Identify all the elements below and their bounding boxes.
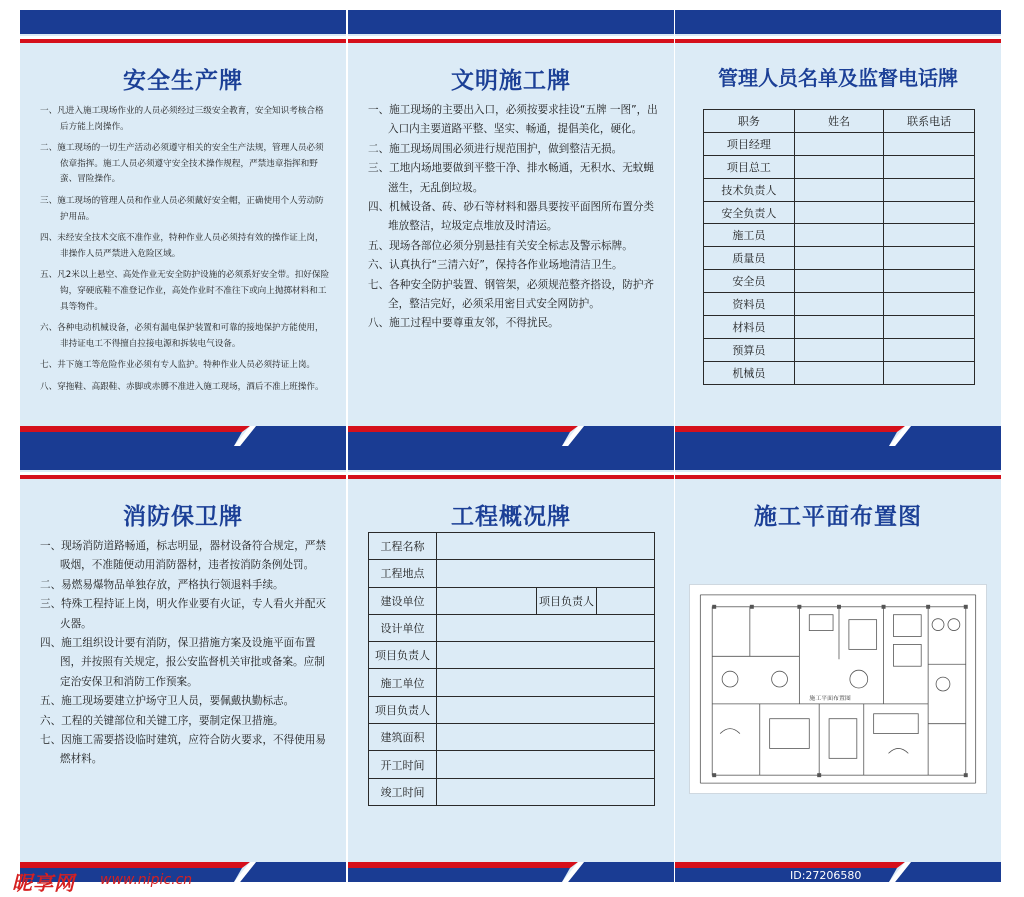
- top-stripe: [20, 446, 346, 486]
- board-staff-list: [675, 10, 1001, 446]
- table-header-row: [704, 110, 975, 133]
- role-cell: 安全负责人: [704, 201, 795, 224]
- rule-item: 四、机械设备、砖、砂石等材料和器具要按平面图所布置分类堆放整洁，垃圾定点堆放及时清运。: [368, 201, 655, 233]
- rule-item: 六、各种电动机械设备，必须有漏电保护装置和可靠的接地保护方能使用，非持证电工不得擅自拉接电源和拆装电气设备。: [40, 323, 324, 349]
- value-cell[interactable]: [437, 696, 655, 723]
- name-cell[interactable]: [794, 155, 884, 178]
- table-row: [369, 696, 655, 723]
- rule-item: 三、施工现场的管理人员和作业人员必须戴好安全帽，正确使用个人劳动防护用品。: [40, 195, 324, 222]
- board-title: 施工平面布置图: [754, 504, 922, 530]
- board-fire-security: [20, 446, 346, 882]
- board-project-overview: [348, 446, 674, 882]
- name-cell[interactable]: [794, 224, 884, 247]
- board-title: 安全生产牌: [123, 68, 243, 94]
- watermark-logo: 昵享网: [12, 871, 75, 895]
- top-stripe: [675, 446, 1001, 486]
- name-cell[interactable]: [794, 293, 884, 316]
- fire-rules-list: [40, 537, 330, 770]
- name-cell[interactable]: [794, 201, 884, 224]
- phone-cell[interactable]: [884, 316, 975, 339]
- row-label: 设计单位: [369, 614, 437, 641]
- table-row: [704, 338, 975, 361]
- rule-item: 二、施工现场周围必须进行规范围护，做到整洁无损。: [368, 142, 623, 155]
- role-cell: 质量员: [704, 247, 795, 270]
- value-cell[interactable]: [437, 587, 537, 614]
- table-row: [704, 270, 975, 293]
- role-cell: 材料员: [704, 316, 795, 339]
- rule-item: 五、凡2米以上悬空、高处作业无安全防护设施的必须系好安全带。扣好保险钩，穿硬底鞋不准登记作业，高处作业时不准往下或向上抛掷材料和工具等物件。: [40, 270, 330, 312]
- value-cell[interactable]: [437, 533, 655, 560]
- row-label: 项目负责人: [369, 642, 437, 669]
- role-cell: 预算员: [704, 338, 795, 361]
- phone-cell[interactable]: [884, 361, 975, 384]
- table-row: [369, 560, 655, 587]
- top-stripe: [348, 446, 674, 486]
- bottom-stripe: [20, 406, 346, 446]
- row-label: 工程名称: [369, 533, 437, 560]
- staff-table: [703, 109, 975, 385]
- bottom-stripe: [348, 842, 674, 882]
- rule-item: 七、井下施工等危险作业必须有专人监护。特种作业人员必须持证上岗。: [40, 360, 316, 371]
- name-cell[interactable]: [794, 270, 884, 293]
- table-row: [704, 316, 975, 339]
- civilized-rules-list: [368, 101, 658, 334]
- bottom-stripe: [675, 406, 1001, 446]
- rule-item: 五、施工现场要建立护场守卫人员，要佩戴执勤标志。: [40, 695, 295, 708]
- role-cell: 资料员: [704, 293, 795, 316]
- table-row: [704, 132, 975, 155]
- phone-cell[interactable]: [884, 338, 975, 361]
- rule-item: 二、施工现场的一切生产活动必须遵守相关的安全生产法规，管理人员必须依章指挥。施工人员必须遵守安全技术操作规程，严禁违章指挥和野蛮、冒险操作。: [40, 143, 324, 185]
- role-cell: 技术负责人: [704, 178, 795, 201]
- role-cell: 项目总工: [704, 155, 795, 178]
- name-cell[interactable]: [794, 178, 884, 201]
- plan-caption: 施工平面布置图: [809, 694, 851, 702]
- rule-item: 四、施工组织设计要有消防，保卫措施方案及设施平面布置图，并按照有关规定，报公安监督机关审批或备案。应制定治安保卫和消防工作预案。: [40, 637, 325, 688]
- value-cell[interactable]: [437, 614, 655, 641]
- rule-item: 八、穿拖鞋、高跟鞋、赤脚或赤膊不准进入施工现场，酒后不准上班操作。: [40, 381, 324, 392]
- phone-cell[interactable]: [884, 178, 975, 201]
- board-site-layout-plan: [675, 446, 1001, 882]
- name-cell[interactable]: [794, 361, 884, 384]
- top-stripe: [348, 10, 674, 50]
- table-row: [369, 778, 655, 805]
- rule-item: 一、凡进入施工现场作业的人员必须经过三级安全教育，安全知识考核合格后方能上岗操作。: [40, 106, 324, 132]
- name-cell[interactable]: [794, 316, 884, 339]
- column-header: 联系电话: [884, 110, 975, 133]
- table-row: [369, 533, 655, 560]
- value-cell[interactable]: [437, 724, 655, 751]
- table-row: [704, 155, 975, 178]
- value-cell[interactable]: [597, 587, 655, 614]
- watermark-id: ID:27206580 NO:20230330164739172103: [790, 869, 951, 895]
- row-label: 竣工时间: [369, 778, 437, 805]
- board-title: 消防保卫牌: [123, 504, 243, 530]
- name-cell[interactable]: [794, 132, 884, 155]
- table-row: [704, 361, 975, 384]
- row-label: 项目负责人: [369, 696, 437, 723]
- phone-cell[interactable]: [884, 155, 975, 178]
- phone-cell[interactable]: [884, 201, 975, 224]
- phone-cell[interactable]: [884, 270, 975, 293]
- bottom-stripe: [348, 406, 674, 446]
- rule-item: 一、施工现场的主要出入口，必须按要求挂设“五牌 一图”，出入口内主要道路平整、坚实、畅通，提倡美化，硬化。: [368, 104, 658, 136]
- phone-cell[interactable]: [884, 224, 975, 247]
- row-label: 项目负责人: [537, 587, 597, 614]
- role-cell: 机械员: [704, 361, 795, 384]
- rule-item: 三、特殊工程持证上岗，明火作业要有火证，专人看火并配灭火器。: [40, 598, 327, 630]
- rule-item: 七、因施工需要搭设临时建筑，应符合防火要求，不得使用易燃材料。: [40, 734, 327, 766]
- watermark-url: www.nipic.cn: [100, 872, 193, 888]
- floor-plan-image: [690, 585, 986, 793]
- role-cell: 安全员: [704, 270, 795, 293]
- board-title: 文明施工牌: [451, 68, 571, 94]
- board-civilized-construction: [348, 10, 674, 446]
- value-cell[interactable]: [437, 642, 655, 669]
- table-row: [369, 751, 655, 778]
- project-overview-table: [368, 532, 655, 806]
- table-row: [704, 224, 975, 247]
- row-label: 建设单位: [369, 587, 437, 614]
- row-label: 开工时间: [369, 751, 437, 778]
- rule-item: 二、易燃易爆物品单独存放，严格执行领退料手续。: [40, 578, 284, 591]
- table-row: [704, 293, 975, 316]
- table-row: [704, 201, 975, 224]
- row-label: 工程地点: [369, 560, 437, 587]
- row-label: 建筑面积: [369, 724, 437, 751]
- row-label: 施工单位: [369, 669, 437, 696]
- table-row: [369, 587, 655, 614]
- table-row: [369, 669, 655, 696]
- rule-item: 六、认真执行“三清六好”，保持各作业场地清洁卫生。: [368, 259, 623, 272]
- column-header: 姓名: [794, 110, 884, 133]
- rule-item: 八、施工过程中要尊重友邻，不得扰民。: [368, 317, 559, 330]
- value-cell[interactable]: [437, 560, 655, 587]
- table-row: [369, 614, 655, 641]
- phone-cell[interactable]: [884, 293, 975, 316]
- board-safety-production: [20, 10, 346, 446]
- value-cell[interactable]: [437, 778, 655, 805]
- value-cell[interactable]: [437, 751, 655, 778]
- table-row: [369, 642, 655, 669]
- top-stripe: [20, 10, 346, 50]
- table-row: [704, 247, 975, 270]
- rule-item: 三、工地内场地要做到平整干净、排水畅通，无积水、无蚊蝇滋生，无乱倒垃圾。: [368, 162, 655, 194]
- table-row: [704, 178, 975, 201]
- column-header: 职务: [704, 110, 795, 133]
- phone-cell[interactable]: [884, 247, 975, 270]
- name-cell[interactable]: [794, 247, 884, 270]
- rule-item: 七、各种安全防护装置、钢管架，必须规范整齐搭设，防护齐全，整洁完好，必须采用密目式安全网防护。: [368, 278, 655, 311]
- board-title: 管理人员名单及监督电话牌: [718, 66, 958, 90]
- role-cell: 施工员: [704, 224, 795, 247]
- table-row: [369, 724, 655, 751]
- floor-plan-drawing: [689, 584, 987, 794]
- rule-item: 六、工程的关键部位和关键工序，要制定保卫措施。: [40, 714, 284, 727]
- top-stripe: [675, 10, 1001, 50]
- rule-item: 五、现场各部位必须分别悬挂有关安全标志及警示标牌。: [368, 239, 633, 252]
- value-cell[interactable]: [437, 669, 655, 696]
- board-title: 工程概况牌: [451, 504, 571, 530]
- phone-cell[interactable]: [884, 132, 975, 155]
- role-cell: 项目经理: [704, 132, 795, 155]
- safety-rules-list: [40, 104, 330, 402]
- rule-item: 一、现场消防道路畅通，标志明显，器材设备符合规定，严禁吸烟，不准随便动用消防器材，违者按消防条例处罚。: [40, 540, 327, 572]
- name-cell[interactable]: [794, 338, 884, 361]
- rule-item: 四、未经安全技术交底不准作业，特种作业人员必须持有效的操作证上岗，非操作人员严禁进入危险区域。: [40, 233, 324, 259]
